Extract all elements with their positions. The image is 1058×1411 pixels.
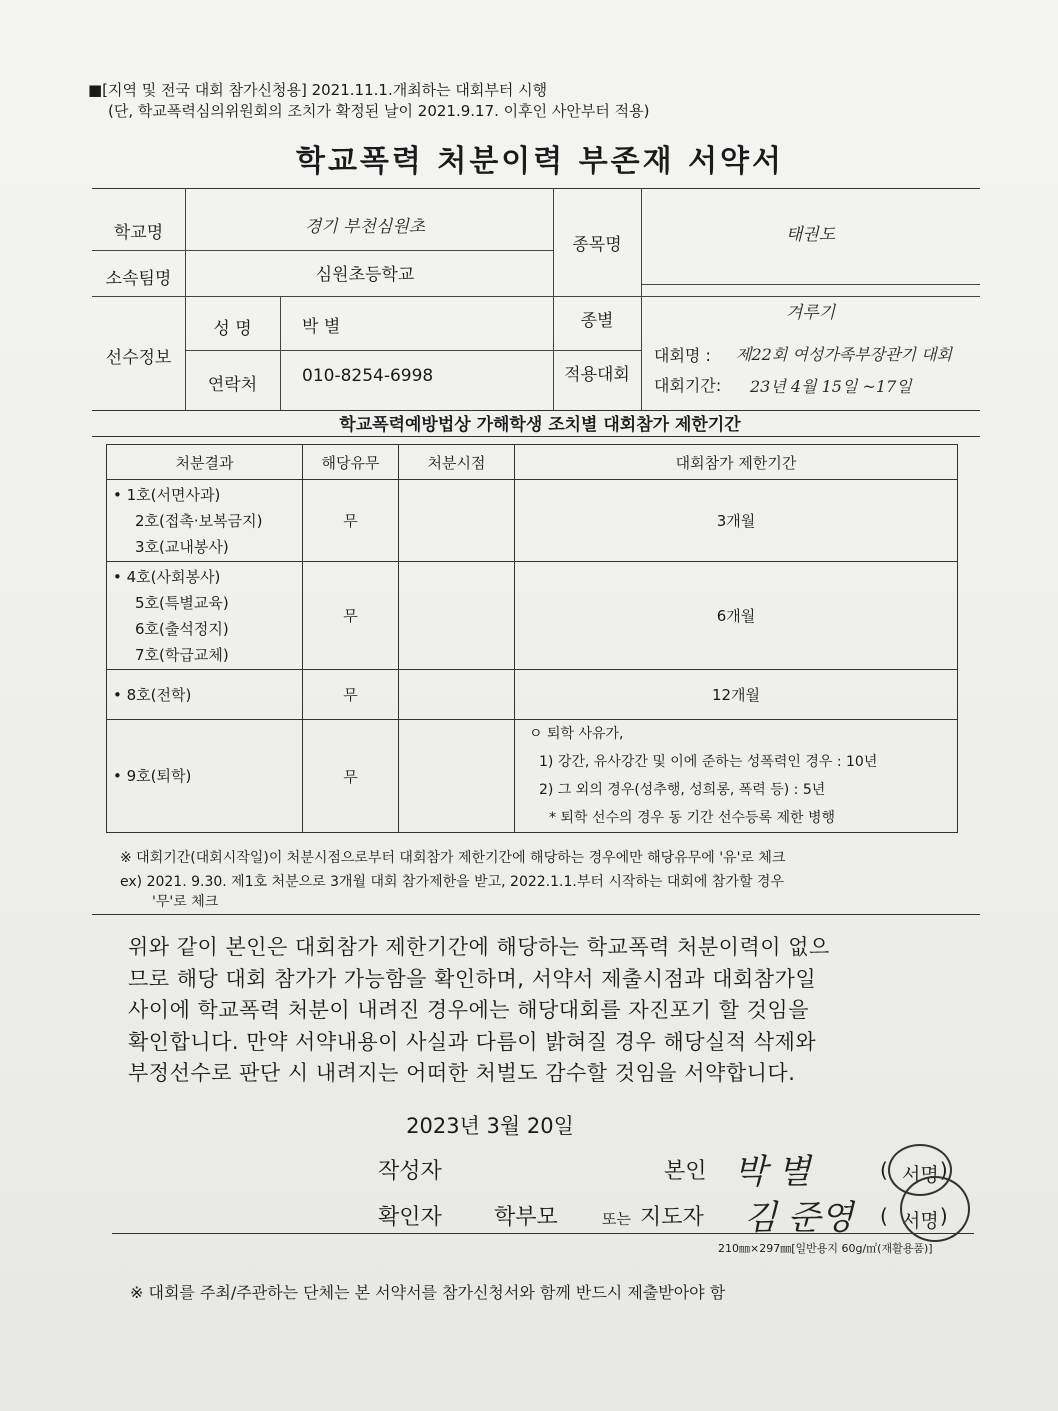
restriction-section-title: 학교폭력예방법상 가해학생 조치별 대회참가 제한기간	[339, 415, 741, 435]
signature-coach: 김 준영	[744, 1198, 854, 1238]
label-athlete-name: 성 명	[213, 319, 252, 339]
label-competition-period: 대회기간:	[654, 376, 722, 395]
column-header: 처분시점	[399, 445, 515, 480]
value-athlete-name: 박 별	[302, 317, 341, 337]
restriction-period-cell: 3개월	[515, 480, 958, 562]
measure-cell: • 1호(서면사과) 2호(접촉·보복금지) 3호(교내봉사)	[107, 480, 303, 562]
sign-label-self: 서명	[902, 1164, 939, 1186]
applicable-cell: 무	[303, 720, 399, 833]
label-confirmer: 확인자	[378, 1205, 442, 1230]
value-event: 태권도	[785, 225, 836, 245]
disposition-time-cell	[399, 562, 515, 670]
sign-mark-self: ( )	[880, 1158, 948, 1182]
value-school-name: 경기 부천심원초	[304, 217, 426, 237]
column-header: 대회참가 제한기간	[515, 445, 958, 480]
restriction-period-cell: 6개월	[515, 562, 958, 670]
title-rule	[92, 188, 980, 189]
disposition-time-cell	[399, 670, 515, 720]
disposition-time-cell	[399, 720, 515, 833]
label-contact: 연락처	[207, 375, 258, 395]
paper-spec: 210㎜×297㎜[일반용지 60g/㎡(재활용품)]	[718, 1242, 933, 1255]
table-row	[107, 480, 958, 562]
footnote-check: ※ 대회기간(대회시작일)이 처분시점으로부터 대회참가 제한기간에 해당하는 경우에만 해당유무에 '유'로 체크	[120, 850, 786, 866]
label-team-name: 소속팀명	[105, 269, 172, 289]
restriction-period-cell: ㅇ 퇴학 사유가, 1) 강간, 유사강간 및 이에 준하는 성폭력인 경우 : 10년 2) 그 외의 경우(성추행, 성희롱, 폭력 등) : 5년 * 퇴학 선수의 경우 동 기간 선수등록 제한 병행	[515, 720, 958, 833]
applicable-cell: 무	[303, 480, 399, 562]
pledge-text: 위와 같이 본인은 대회참가 제한기간에 해당하는 학교폭력 처분이력이 없으 므로 해당 대회 참가가 가능함을 확인하며, 서약서 제출시점과 대회참가일 사이에 학교폭력 처분이 내려진 경우에는 해당대회를 자진포기 할 것임을 확인합니다. 만약 서약내용이 사실과 다름이 밝혀질 경우 해당실적 삭제와 부정선수로 판단 시 내려지는 어떠한 처벌도 감수할 것임을 서약합니다.	[128, 935, 830, 1085]
disciplinary-table	[106, 444, 958, 833]
label-author: 작성자	[378, 1159, 442, 1184]
header-note-1: ■[지역 및 전국 대회 참가신청용] 2021.11.1.개최하는 대회부터 시행	[88, 81, 548, 99]
footnote-example-cont: '무'로 체크	[152, 894, 219, 910]
value-contact: 010-8254-6998	[302, 366, 434, 386]
measure-cell: • 9호(퇴학)	[107, 720, 303, 833]
label-or: 또는	[602, 1210, 631, 1228]
label-school-name: 학교명	[113, 223, 164, 243]
pledge-date: 2023년 3월 20일	[406, 1114, 574, 1138]
footnote-example: ex) 2021. 9.30. 제1호 처분으로 3개월 대회 참가제한을 받고, 2022.1.1.부터 시작하는 대회에 참가할 경우	[120, 874, 784, 890]
label-self: 본인	[664, 1159, 707, 1184]
column-header: 해당유무	[303, 445, 399, 480]
measure-cell: • 4호(사회봉사) 5호(특별교육) 6호(출석정지) 7호(학급교체)	[107, 562, 303, 670]
label-event: 종목명	[572, 235, 622, 255]
disposition-time-cell	[399, 480, 515, 562]
label-coach: 지도자	[640, 1205, 704, 1230]
document-title: 학교폭력 처분이력 부존재 서약서	[295, 144, 785, 179]
table-row	[107, 670, 958, 720]
value-competition-period: 23년 4월 15일 ~17일	[750, 377, 912, 396]
value-team-name: 심원초등학교	[315, 265, 415, 285]
value-category: 겨루기	[785, 303, 836, 323]
value-competition-name: 제22회 여성가족부장관기 대회	[736, 345, 953, 364]
label-parent: 학부모	[494, 1205, 558, 1230]
header-note-2: (단, 학교폭력심의위원회의 조치가 확정된 날이 2021.9.17. 이후인 사안부터 적용)	[108, 102, 650, 120]
restriction-period-cell: 12개월	[515, 670, 958, 720]
measure-cell: • 8호(전학)	[107, 670, 303, 720]
sign-mark-coach: ( )	[880, 1204, 948, 1228]
final-notice: ※ 대회를 주최/주관하는 단체는 본 서약서를 참가신청서와 함께 반드시 제출받아야 함	[130, 1283, 726, 1302]
applicable-cell: 무	[303, 562, 399, 670]
applicable-cell: 무	[303, 670, 399, 720]
table-header-row	[107, 445, 958, 480]
label-category: 종별	[580, 311, 614, 331]
sign-label-coach: 서명	[902, 1210, 939, 1232]
column-header: 처분결과	[107, 445, 303, 480]
table-row	[107, 562, 958, 670]
label-applied-competition: 적용대회	[564, 365, 630, 385]
label-athlete-info: 선수정보	[105, 348, 172, 368]
table-row	[107, 720, 958, 833]
signature-self: 박 별	[734, 1152, 811, 1192]
label-competition-name: 대회명 :	[654, 346, 711, 365]
